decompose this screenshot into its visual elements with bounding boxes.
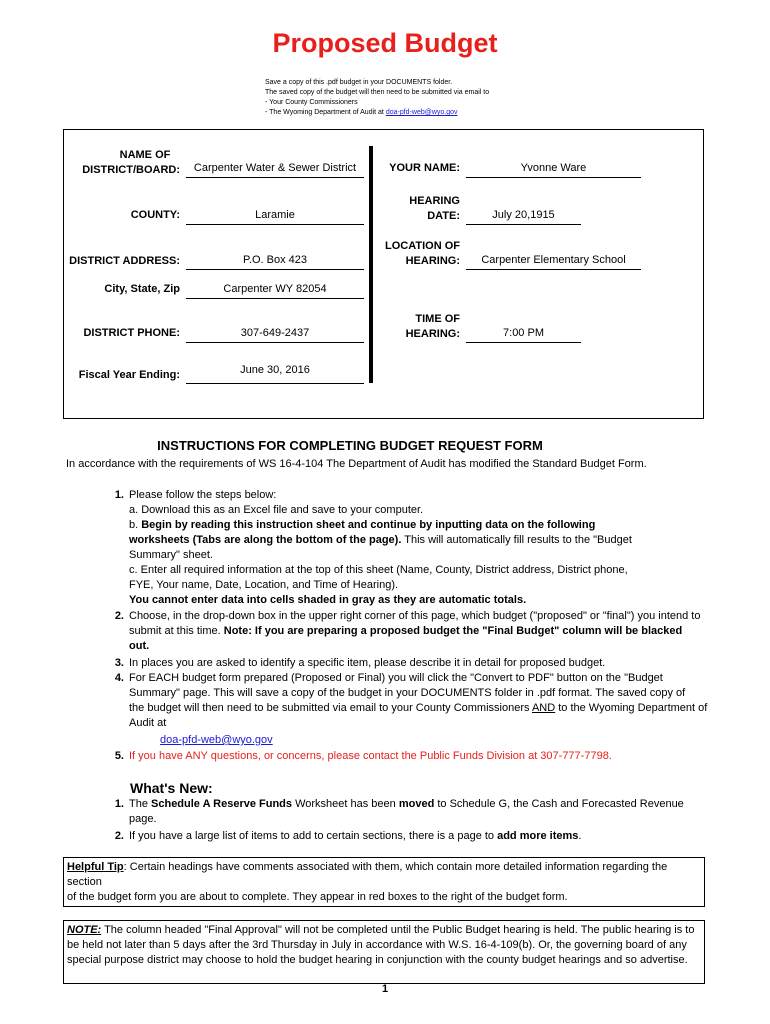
helpful-tip-line xyxy=(67,860,701,890)
note-label: NOTE: xyxy=(67,924,102,936)
save-note-line xyxy=(265,108,489,118)
email-link[interactable]: doa-pfd-web@wyo.gov xyxy=(385,109,458,116)
phone-label: DISTRICT PHONE: xyxy=(83,327,180,339)
district-field[interactable]: Carpenter Water & Sewer District xyxy=(186,161,364,178)
step-text-part: b. xyxy=(129,519,142,531)
fiscal-field[interactable]: June 30, 2016 xyxy=(186,363,364,384)
step-2 xyxy=(129,609,719,654)
step-text: FYE, Your name, Date, Location, and Time of Hearing). xyxy=(129,579,399,591)
location-field[interactable]: Carpenter Elementary School xyxy=(466,253,641,270)
note-text: special purpose district may choose to hold the budget hearing in conjunction with the county budget hearings and so advertise. xyxy=(67,954,688,966)
phone-field[interactable]: 307-649-2437 xyxy=(186,326,364,343)
text-part: Worksheet has been xyxy=(292,798,399,810)
whats-new-heading: What's New: xyxy=(130,780,213,796)
text-bold: Schedule A Reserve Funds xyxy=(151,798,293,810)
note-line xyxy=(67,923,701,938)
your-name-label: YOUR NAME: xyxy=(389,162,460,174)
city-label: City, State, Zip xyxy=(104,283,180,295)
district-label-line: DISTRICT/BOARD: xyxy=(82,164,180,176)
save-note xyxy=(265,78,489,118)
step-text: a. Download this as an Excel file and save to your computer. xyxy=(129,504,424,516)
step-text xyxy=(129,533,709,548)
time-label xyxy=(380,312,460,342)
whats-new-text: page. xyxy=(129,813,157,825)
step-text-part: This will automatically fill results to the "Budget xyxy=(401,534,632,546)
step-text xyxy=(129,518,709,533)
step-text-underline: AND xyxy=(531,702,556,714)
save-note-line: - Your County Commissioners xyxy=(265,99,358,106)
helpful-tip-text: : Certain headings have comments associated with them, which contain more detailed information regarding the section xyxy=(67,861,668,888)
step-number: 5. xyxy=(114,750,124,762)
save-note-prefix: - The Wyoming Department of Audit at xyxy=(265,109,386,116)
step-text: Summary" page. This will save a copy of the budget in your DOCUMENTS folder in .pdf format. The saved copy of xyxy=(129,687,686,699)
step-text-part: submit at this time. xyxy=(129,625,224,637)
step-text-bold: worksheets (Tabs are along the bottom of the page). xyxy=(129,534,402,546)
text-part: If you have a large list of items to add to certain sections, there is a page to xyxy=(129,830,498,842)
fiscal-label: Fiscal Year Ending: xyxy=(78,369,180,381)
county-label: COUNTY: xyxy=(130,209,180,221)
time-label-line: HEARING: xyxy=(405,328,460,340)
step-3: In places you are asked to identify a specific item, please describe it in detail for proposed budget. xyxy=(129,657,606,669)
time-field[interactable]: 7:00 PM xyxy=(466,326,581,343)
note-text: be held not later than 5 days after the 3rd Thursday in July in accordance with W.S. 16-4-109(b). Or, the governing board of any xyxy=(67,939,687,951)
text-part: The xyxy=(129,798,152,810)
step-number: 4. xyxy=(114,672,124,684)
step-number: 2. xyxy=(114,610,124,622)
step-text: Choose, in the drop-down box in the upper right corner of this page, which budget ("proposed" or "final") you intend to xyxy=(129,610,701,622)
location-label xyxy=(370,239,460,269)
step-text: out. xyxy=(129,640,150,652)
step-text-bold: Note: If you are preparing a proposed budget the "Final Budget" column will be blacked xyxy=(223,625,683,637)
helpful-tip-label: Helpful Tip xyxy=(67,861,124,873)
text-bold: add more items xyxy=(497,830,579,842)
page-title: Proposed Budget xyxy=(272,28,498,58)
step-4 xyxy=(129,671,719,731)
address-field[interactable]: P.O. Box 423 xyxy=(186,253,364,270)
district-label xyxy=(70,148,180,178)
time-label-line: TIME OF xyxy=(415,313,460,325)
hearing-date-label xyxy=(380,194,460,224)
text-bold: moved xyxy=(398,798,435,810)
step-text xyxy=(129,624,719,639)
whats-new-number: 1. xyxy=(114,798,124,810)
step-text: Summary" sheet. xyxy=(129,549,213,561)
step-5: If you have ANY questions, or concerns, please contact the Public Funds Division at 307-777-7798. xyxy=(129,750,612,762)
hearing-date-field[interactable]: July 20,1915 xyxy=(466,208,581,225)
whats-new-number: 2. xyxy=(114,830,124,842)
step-text: c. Enter all required information at the top of this sheet (Name, County, District address, District phone, xyxy=(129,564,628,576)
email-link[interactable]: doa-pfd-web@wyo.gov xyxy=(160,734,273,746)
step-text-part: to the Wyoming Department of xyxy=(555,702,708,714)
step-1 xyxy=(129,488,709,608)
city-field[interactable]: Carpenter WY 82054 xyxy=(186,282,364,299)
page-number: 1 xyxy=(381,983,389,995)
whats-new-item-2 xyxy=(129,829,709,844)
save-note-line: Save a copy of this .pdf budget in your DOCUMENTS folder. xyxy=(265,79,453,86)
note-text: The column headed "Final Approval" will not be completed until the Public Budget hearing is held. The public hearing is to xyxy=(101,924,695,936)
step-text: Audit at xyxy=(129,717,167,729)
step-text: You cannot enter data into cells shaded in gray as they are automatic totals. xyxy=(129,594,527,606)
step-text-part: the budget will then need to be submitted via email to your County Commissioners xyxy=(129,702,532,714)
address-label: DISTRICT ADDRESS: xyxy=(69,255,180,267)
step-text: For EACH budget form prepared (Proposed or Final) you will click the "Convert to PDF" button on the "Budget xyxy=(129,672,663,684)
step-text-bold: Begin by reading this instruction sheet and continue by inputting data on the following xyxy=(141,519,596,531)
instructions-heading: INSTRUCTIONS FOR COMPLETING BUDGET REQUEST FORM xyxy=(157,438,543,453)
step-number: 3. xyxy=(114,657,124,669)
text-part: to Schedule G, the Cash and Forecasted Revenue xyxy=(434,798,684,810)
save-note-line: The saved copy of the budget will then need to be submitted via email to xyxy=(265,89,490,96)
whats-new-item-1 xyxy=(129,797,709,827)
step-text: Please follow the steps below: xyxy=(129,489,277,501)
your-name-field[interactable]: Yvonne Ware xyxy=(466,161,641,178)
location-label-line: HEARING: xyxy=(405,255,460,267)
county-field[interactable]: Laramie xyxy=(186,208,364,225)
note-box xyxy=(63,920,705,984)
step-number: 1. xyxy=(114,489,124,501)
helpful-tip-box xyxy=(63,857,705,907)
helpful-tip-text: of the budget form you are about to complete. They appear in red boxes to the right of the budget form. xyxy=(67,891,568,903)
step-text xyxy=(129,701,719,716)
hearing-date-label-line: DATE: xyxy=(427,210,460,222)
district-label-line: NAME OF xyxy=(119,149,171,161)
hearing-date-label-line: HEARING xyxy=(409,195,460,207)
text-part: . xyxy=(578,830,582,842)
location-label-line: LOCATION OF xyxy=(385,240,460,252)
instructions-intro: In accordance with the requirements of WS 16-4-104 The Department of Audit has modified the Standard Budget Form. xyxy=(66,458,647,470)
whats-new-text xyxy=(129,797,709,812)
